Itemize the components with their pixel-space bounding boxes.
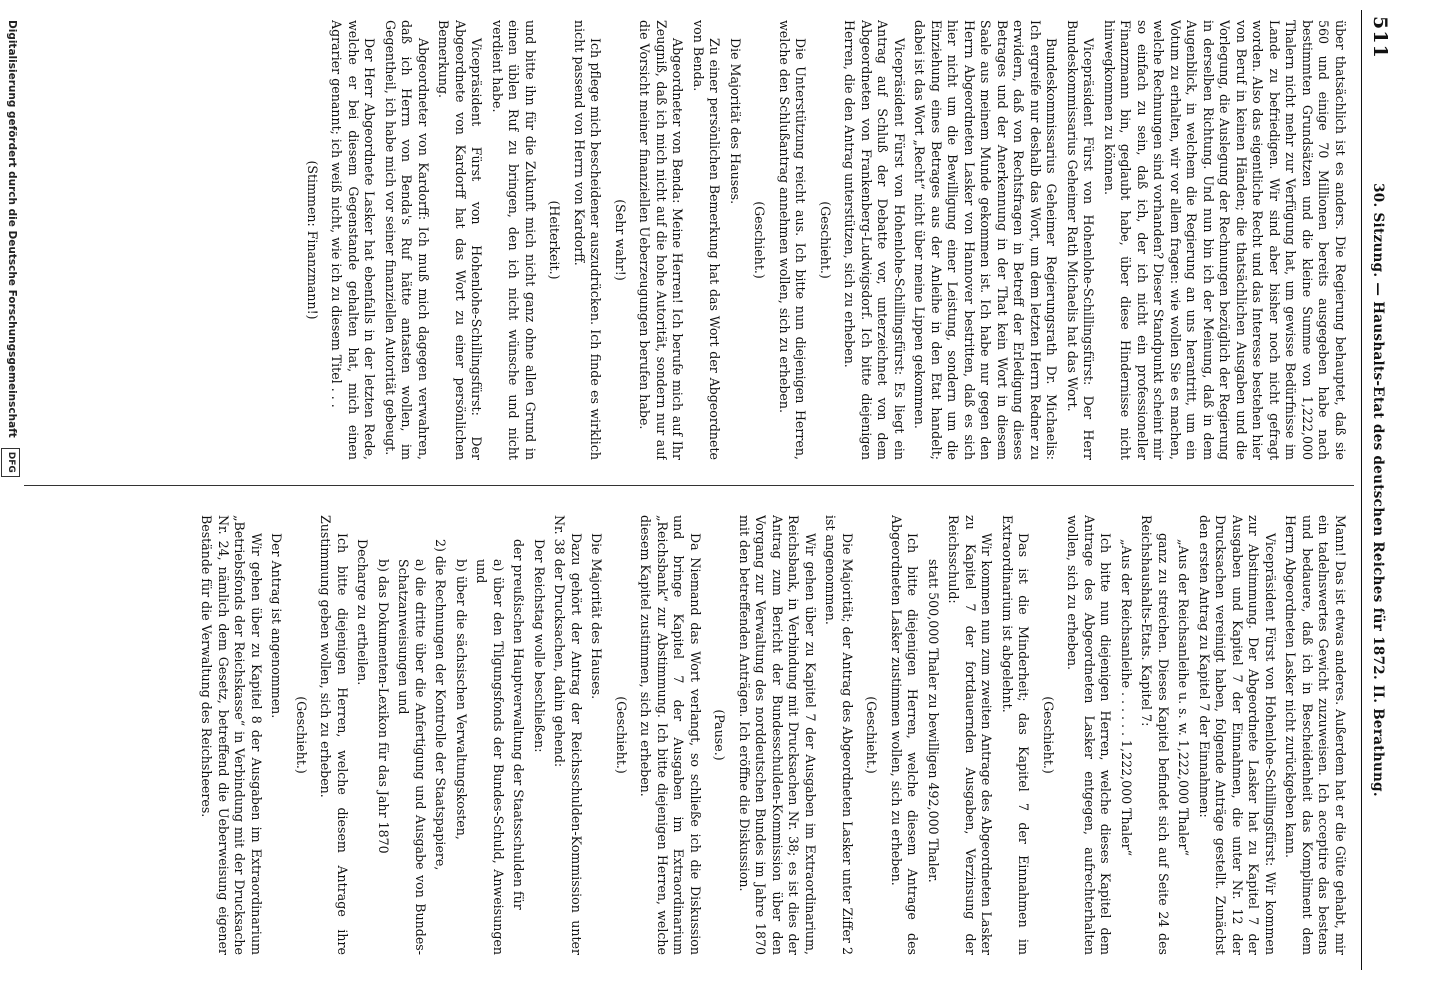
stage-direction: (Geschieht.) <box>1041 696 1056 774</box>
paragraph: Die Unterstützung reicht aus. Ich bitte nun diejenigen Herren, welche den Schlußantrag annehmen wollen, sich zu erheben. <box>777 20 809 460</box>
paragraph: Der Antrag ist angenommen. <box>269 533 285 719</box>
stage-direction: (Stimmen: Finanzmann!) <box>305 160 320 320</box>
paragraph: Decharge zu ertheilen. <box>355 539 371 686</box>
paragraph: „Aus der Reichsanleihe . . . . . . 1,222,000 Thaler“ <box>1119 539 1134 857</box>
stage-direction: (Geschieht.) <box>864 696 880 774</box>
stage-direction: (Heiterkeit.) <box>547 200 563 280</box>
paragraph: Mann! Das ist etwas anderes. Außerdem hat er die Güte gehabt, mir ein tadelnswertes Gewicht zuzuweisen. Ich acceptire das bestens und bedauere, daß ich in Bescheidenheit das Kompliment dem Herrn Abgeordneten Lasker nicht zurückgeben kann. <box>1283 515 1348 955</box>
stage-direction: (Geschieht.) <box>294 696 309 774</box>
paragraph: und bitte ihn für die Zukunft mich nicht ganz ohne allen Grund in einen üblen Ruf zu bringen, den ich nicht wünsche und nicht verdient habe. <box>490 20 538 460</box>
stage-direction: (Geschieht.) <box>752 201 768 279</box>
page-number: 511 <box>1369 16 1391 59</box>
paragraph: Zu einer persönlichen Bemerkung hat das Wort der Abgeordnete von Benda. <box>691 20 723 460</box>
paragraph: Bundeskommissarius Geheimer Regierungsrath Dr. Michaelis: Ich ergreife nur deshalb das Wort, um dem letzten Herrn Redner zu erwidern, daß von Rechtsfragen in Betreff der Erledigung dieses Betrages und der Anerkennung in der That kein Wort in diesem Saale aus meinem Munde gekommen ist. Ich habe nur gegen den Herrn Abgeordneten Lasker von Hannover bestritten, daß es sich hier nicht um die Bewilligung einer Leistung, sondern um die Einziehung eines Betrages aus der Anleihe in den Etat handelt; dabei ist das Wort „Recht“ nicht über meine Lippen gekommen. <box>912 20 1060 460</box>
paragraph: a) die dritte über die Anfertigung und Ausgabe von Bundes-Schatzanweisungen und <box>396 559 428 955</box>
paragraph: Der Reichstag wolle beschließen: <box>532 539 547 753</box>
paragraph: Ich bitte diejenigen Herren, welche diesem Antrage des Abgeordneten Lasker zustimmen wollen, sich zu erheben. <box>889 515 921 955</box>
credit-text: Digitalisierung gefördert durch die Deutsche Forschungsgemeinschaft <box>6 20 18 438</box>
stage-direction: (Pause.) <box>712 709 728 761</box>
paragraph: a) über den Tilgungsfonds der Bundes-Schuld, Anweisungen und <box>474 559 506 955</box>
stage-direction: (Geschieht.) <box>818 201 833 279</box>
paragraph: über thatsächlich ist es anders. Die Regierung behauptet, daß sie 560 und einige 70 Millionen bereits ausgegeben habe nach bestimmten Grundsätzen und die kleine Summe von 1,222,000 Thalern nicht mehr zur Verfügung hat, um gewisse Bedürfnisse im Lande zu befriedigen. Wir sind aber bisher noch nicht gefragt worden. Also das eigentliche Recht und das Interesse bestehen hier von Beruf in keinen Händen; die thatsächlichen Ausgaben und die Vorlegung, die Auslegung der Rechnungen bezüglich der Regierung in derselben Richtung. Und nun bin ich der Meinung, daß in dem Augenblick, in welchem die Regierung an uns herantritt, um ein Votum zu erhalten, wir vor allem fragen: wie wollen Sie es machen, welche Rechnungen sind vorhanden? Dieser Standpunkt scheint mir so einfach zu sein, daß ich, der ich nicht ein professioneller Finanzmann bin, geglaubt habe, über diese Hindernisse nicht hinwegkommen zu können. <box>1102 20 1348 460</box>
paragraph: Der Herr Abgeordnete Lasker hat ebenfalls in der letzten Rede, welche er bei diesem Gegenstande gehalten hat, mich einen Agrarier genannt; ich weiß nicht, wie ich zu diesem Titel . . . <box>329 20 378 460</box>
paragraph: Wir gehen über zu Kapitel 7 der Ausgaben im Extraordinarium, Reichsbank, in Verbindung mit Drucksachen Nr. 38; es ist dies der Antrag zum Bericht der Bundesschulden-Kommission über den Vorgang zur Verwaltung des norddeutschen Bundes im Jahre 1870 mit den betreffenden Anträgen. Ich eröffne die Diskussion. <box>737 515 818 955</box>
paragraph: b) über die sächsischen Verwaltungskosten, <box>454 559 469 840</box>
paragraph: Wir kommen nun zum zweiten Antrage des Abgeordneten Lasker zu Kapitel 7 der fortdauernden Ausgaben, Verzinsung der Reichsschuld: <box>946 515 995 955</box>
paragraph: Die Majorität; der Antrag des Abgeordneten Lasker unter Ziffer 2 ist angenommen. <box>823 515 855 955</box>
paragraph: Dazu gehört der Antrag der Reichsschulden-Kommission unter Nr. 38 der Drucksachen, dahin gehend: <box>552 515 584 955</box>
paragraph: Wir gehen über zu Kapitel 8 der Ausgaben im Extraordinarium „Betriebsfonds der Reichskasse“ in Verbindung mit der Drucksache Nr. 24, nämlich dem Gesetz, betreffend die Ueberweisung eigener Bestände für die Verwaltung des Reichsheeres. <box>199 515 264 955</box>
paragraph: Vicepräsident Fürst von Hohenlohe-Schillingsfürst: Wir kommen zur Abstimmung. Der Abgeordnete Lasker hat zu Kapitel 7 der Ausgaben und Kapitel 7 der Einnahmen, die unter Nr. 12 der Drucksachen vereinigt haben, folgende Anträge gestellt. Zunächst den ersten Antrag zu Kapitel 7 der Einnahmen: <box>1197 515 1278 955</box>
paragraph: Die Majorität des Hauses. <box>589 533 605 700</box>
left-text-column <box>28 20 1348 460</box>
paragraph: Ich pflege mich bescheidener auszudrücken. Ich finde es wirklich nicht passend von Herrn von Kardorff. <box>572 20 604 460</box>
paragraph: Vicepräsident Fürst von Hohenlohe-Schillingsfürst: Es liegt ein Antrag auf Schluß der Debatte vor, unterzeichnet von dem Abgeordneten von Frankenberg-Ludwigsdorf. Ich bitte diejenigen Herren, die den Antrag unterstützen, sich zu erheben. <box>842 20 907 460</box>
paragraph: Ich bitte nun diejenigen Herren, welche dieses Kapitel dem Antrage des Abgeordneten Lasker entgegen, aufrechterhalten wollen, sich zu erheben. <box>1065 515 1114 955</box>
column-divider <box>24 485 1354 486</box>
page-header <box>1361 10 1392 970</box>
paragraph: statt 500,000 Thaler zu bewilligen 492,000 Thaler. <box>926 559 941 883</box>
paragraph: Vicepräsident Fürst von Hohenlohe-Schillingsfürst: Der Herr Bundeskommissarius Geheimer Rath Michaelis hat das Wort. <box>1065 20 1097 460</box>
paragraph: der preußischen Hauptverwaltung der Staatsschulden für <box>511 539 527 910</box>
paragraph: ganz zu streichen. Dieses Kapitel befindet sich auf Seite 24 des Reichshaushalts-Etats. Kapitel 7: <box>1139 515 1171 955</box>
paragraph: Das ist die Minderheit; das Kapitel 7 der Einnahmen im Extraordinarium ist abgelehnt. <box>1000 515 1032 955</box>
running-title: 30. Sitzung. — Haushalts-Etat des deutschen Reiches für 1872. II. Berathung. <box>1370 183 1386 797</box>
paragraph: b) das Dokumenten-Lexikon für das Jahr 1870 <box>376 559 391 854</box>
paragraph: Ich bitte diejenigen Herren, welche diesem Antrage ihre Zustimmung geben wollen, sich zu erheben. <box>318 515 350 955</box>
stage-direction: (Geschieht.) <box>614 696 629 774</box>
rotated-document-page <box>6 10 1392 970</box>
right-text-column <box>28 515 1348 955</box>
paragraph: Vicepräsident Fürst von Hohenlohe-Schillingsfürst: Der Abgeordnete von Kardorff hat das Wort zu einer persönlichen Bemerkung. <box>436 20 485 460</box>
paragraph: Abgeordneter von Benda: Meine Herren! Ich berufe mich auf Ihr Zeugniß, daß ich mich nicht auf die hohe Autorität, sondern nur auf die Vorsicht meiner finanziellen Ueberzeugungen berufen habe. <box>637 20 686 460</box>
paragraph: „Aus der Reichsanleihe u. s. w. 1,222,000 Thaler“ <box>1176 539 1192 856</box>
paragraph: Abgeordneter von Kardorff: Ich muß mich dagegen verwahren, daß ich Herrn von Benda's Ruf hätte antasten wollen, im Gegentheil, ich habe mich vor seiner finanziellen Autorität gebeugt. <box>383 20 431 460</box>
paragraph: Die Majorität des Hauses. <box>728 38 743 205</box>
paragraph: Da Niemand das Wort verlangt, so schließe ich die Diskussion und bringe Kapitel 7 der Ausgaben im Extraordinarium „Reichsbank“ zur Abstimmung. Ich bitte diejenigen Herren, welche diesem Kapitel zustimmen, sich zu erheben. <box>638 515 703 955</box>
paragraph: 2) die Rechnungen der Kontrolle der Staatspapiere, <box>433 539 449 871</box>
stage-direction: (Sehr wahr!) <box>613 199 628 281</box>
digitization-credit <box>2 20 21 477</box>
dfg-badge: DFG <box>2 448 21 477</box>
